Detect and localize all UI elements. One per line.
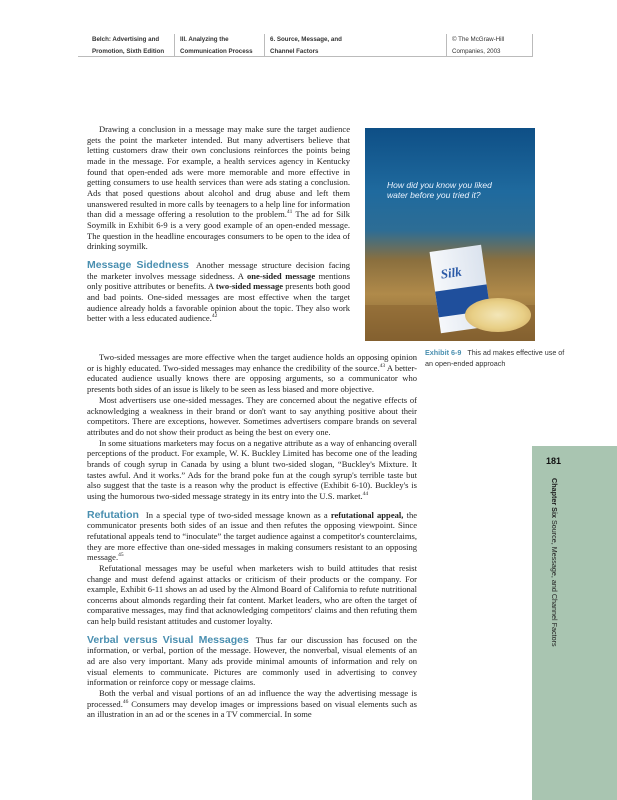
header-part-line1: III. Analyzing the bbox=[180, 36, 229, 43]
header-book-line2: Promotion, Sixth Edition bbox=[92, 48, 165, 55]
paragraph bbox=[87, 438, 417, 502]
header-divider bbox=[446, 34, 447, 56]
full-column bbox=[87, 395, 417, 720]
footnote-ref: 44 bbox=[362, 491, 369, 498]
paragraph: Most advertisers use one-sided messages. They are concerned about the negative effects of acknowledging a weakness in their brand or don't want to say anything positive about their competitors. There are exceptions, however. Sometimes advertisers compare brands on several attributes and do not show their product as being the best on every one. bbox=[87, 395, 417, 437]
p6-text: Both the verbal and visual portions of an ad influence the way the advertising message is processed. bbox=[87, 688, 417, 709]
header-chapter bbox=[270, 34, 342, 58]
p6-end-text: Consumers may develop images or impressions based on visual elements such as an illustration in an ad or the scenes in a TV commercial. In some bbox=[87, 698, 417, 720]
cereal-bowl bbox=[465, 298, 531, 332]
term-one-sided: one-sided message bbox=[247, 270, 316, 281]
main-column bbox=[87, 352, 417, 395]
header-divider bbox=[264, 34, 265, 56]
header-copyright bbox=[452, 34, 504, 58]
ad-tagline bbox=[387, 181, 492, 200]
ad-tagline-line1: How did you know you liked bbox=[387, 180, 492, 190]
term-two-sided: two-sided message bbox=[215, 281, 284, 292]
paragraph: Refutational messages may be useful when marketers wish to build attitudes that resist change and must defend against attacks or criticism of their products or the company. For example, Exhibit 6-11 shows an ad used by the Almond Board of California to refute nutritional concerns about almonds regarding their fat content. Market leaders, who are often the target of comparative messages, may find that acknowledging competitors' claims and then refuting them can help build resistant attitudes and customer loyalty. bbox=[87, 562, 417, 627]
sided-text-2: mentions only positive attributes or benefits. A bbox=[87, 270, 350, 292]
p2-text: Two-sided messages are more effective when the target audience holds an opposing opinion or is highly educated. Two-sided messages may enhance the credibility of the source. bbox=[87, 352, 417, 373]
exhibit-caption-text: This ad makes effective use of an open-ended approach bbox=[425, 348, 565, 368]
footnote-ref: 42 bbox=[211, 313, 218, 320]
message-sidedness-paragraph bbox=[87, 260, 350, 324]
footnote-ref: 41 bbox=[286, 209, 293, 216]
page-number: 181 bbox=[546, 456, 562, 466]
paragraph bbox=[87, 352, 417, 395]
header-rule bbox=[78, 56, 533, 57]
vv-text: Thus far our discussion has focused on the information, or verbal, portion of the message. However, the nonverbal, visual elements of an ad are also very important. Many ads provide minimal amounts of information and rely on visual elements to communicate. Pictures are commonly used in advertising to convey information or reinforce copy or message claims. bbox=[87, 634, 417, 688]
sided-text-3: presents both good and bad points. One-sided messages are most effective when the target audience already holds a favorable opinion about the topic. They also work better with a less educated audience. bbox=[87, 281, 350, 324]
chapter-running-title bbox=[546, 478, 559, 778]
section-heading-refutation: Refutation bbox=[87, 508, 139, 521]
footnote-ref: 46 bbox=[122, 698, 129, 705]
p2-end-text: A better-educated audience usually knows there are opposing arguments, so a communicator who presents both sides of an issue is likely to be seen as less biased and more objective. bbox=[87, 362, 417, 394]
exhibit-6-9-image bbox=[365, 128, 535, 341]
exhibit-number: Exhibit 6-9 bbox=[425, 348, 462, 357]
chapter-label: Chapter Six bbox=[550, 478, 559, 518]
header-part-line2: Communication Process bbox=[180, 48, 253, 55]
header-divider bbox=[532, 34, 533, 56]
exhibit-caption bbox=[425, 348, 565, 369]
term-refutational-appeal: refutational appeal, bbox=[330, 509, 404, 520]
header-copyright-line1: © The McGraw-Hill bbox=[452, 36, 505, 43]
ref-text-2: the communicator presents both sides of an issue and then refutes the opposing viewpoint. Since refutational appeals tend to “inoculate” the target audience against a competitor's counterclaims, they are more effective than one-sided messages in making consumers resistant to an opposing message. bbox=[87, 509, 418, 563]
header-copyright-line2: Companies, 2003 bbox=[452, 48, 501, 55]
ref-text-1: In a special type of two-sided message known as a bbox=[145, 509, 331, 520]
intro-column bbox=[87, 124, 350, 324]
header-chapter-line2: Channel Factors bbox=[270, 48, 319, 55]
paragraph bbox=[87, 124, 350, 252]
header-divider bbox=[174, 34, 175, 56]
p1-text: Drawing a conclusion in a message may make sure the target audience gets the point the marketer intended. But many advertisers believe that letting customers draw their own conclusions reinforces the points being made in the message. For example, a health services agency in Kentucky found that open-ended ads were more memorable and more effective in getting consumers to use health services than were ads stating a conclusion. Ads that posed questions about alcohol and drug abuse and left them unanswered resulted in more calls by teenagers to a help line for information than did a message offering a resolution to the problem. bbox=[87, 124, 350, 220]
section-heading-verbal-visual: Verbal versus Visual Messages bbox=[87, 633, 249, 646]
header-chapter-line1: 6. Source, Message, and bbox=[270, 36, 342, 43]
section-heading-message-sidedness: Message Sidedness bbox=[87, 258, 189, 271]
header-book bbox=[92, 34, 164, 58]
verbal-visual-paragraph bbox=[87, 635, 417, 688]
refutation-paragraph bbox=[87, 510, 417, 563]
header-part bbox=[180, 34, 253, 58]
footnote-ref: 45 bbox=[118, 552, 124, 559]
sided-text-1: Another message structure decision facing the marketer involves message sidedness. A bbox=[87, 259, 351, 281]
paragraph bbox=[87, 688, 417, 720]
header-book-line1: Belch: Advertising and bbox=[92, 36, 160, 43]
p1-end-text: The ad for Silk Soymilk in Exhibit 6-9 is a very good example of an open-ended message. The question in the headline encourages consumers to be open to the idea of drinking soymilk. bbox=[87, 209, 350, 252]
footnote-ref: 43 bbox=[379, 362, 386, 369]
chapter-title: Source, Message, and Channel Factors bbox=[550, 519, 559, 647]
p4-text: In some situations marketers may focus on a negative attribute as a way of enhancing overall perceptions of the product. For example, W. K. Buckley Limited has become one of the leading brands of cough syrup in Canada by using a blunt two-sided slogan, “Buckley's Mixture. It tastes awful. And it works.” Ads for the brand poke fun at the cough syrup's terrible taste but also suggest that the taste is a reason why the product is effective (Exhibit 6-10). Buckley's is using the humorous two-sided message strategy in its entry into the U.S. market. bbox=[87, 437, 417, 501]
ad-tagline-line2: water before you tried it? bbox=[387, 189, 481, 200]
silk-brand-label: Silk bbox=[439, 263, 463, 282]
chapter-sidebar bbox=[532, 446, 617, 800]
